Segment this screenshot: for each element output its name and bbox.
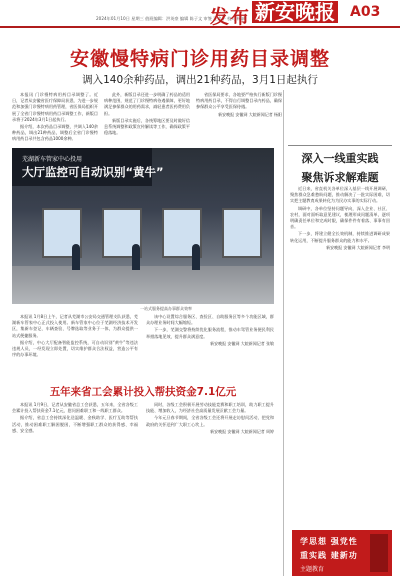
sidebar-rule bbox=[288, 145, 392, 146]
sidebar-byline: 新安晚报 安徽网 大皖新闻记者 李明 bbox=[326, 244, 390, 250]
masthead-meta: 2024年01月10日 星期三 值班编辑：洪英豪 编辑 陈子文 审签 汪忠平 校对 杨斌 bbox=[96, 16, 246, 21]
wage-headline: 五年来省工会累计投入帮扶资金7.1亿元 bbox=[49, 386, 237, 398]
feature-column-2 bbox=[146, 314, 274, 380]
feature-paragraph: 下一步，芜湖交警将持续优化服务流程，推动车驾管业务便民利民举措落地见效，提升群众满意度。 bbox=[146, 327, 274, 339]
section-name: 发布 bbox=[210, 6, 251, 28]
sidebar-title-line-1: 深入一线重实践 bbox=[301, 152, 379, 165]
photo-person bbox=[72, 244, 80, 270]
slogan-line-2: 重实践 建新功 bbox=[300, 551, 358, 560]
newspaper-logo: 新安晚报 bbox=[252, 1, 338, 23]
wage-column-2 bbox=[146, 402, 274, 576]
sidebar-title bbox=[290, 150, 390, 185]
lead-paragraph: 本报讯 门诊慢特病用药目录调整了。近日，记者从安徽省医疗保障局获悉，为进一步规范和加强门诊慢特病用药管理，省医保局组织开展了全省门诊慢特病用药目录调整工作，新版目录将于2024年3月1日起执行。 bbox=[12, 92, 98, 122]
lead-paragraph: 省医保局要求，各地要严格执行新版门诊慢特病用药目录，不得自行调整目录内药品，确保参保群众公平享受医保待遇。 bbox=[196, 92, 282, 110]
lead-headline: 安徽慢特病门诊用药目录调整 bbox=[69, 48, 330, 70]
photo-kicker: 芜湖新车管家中心投用 bbox=[22, 156, 83, 163]
masthead bbox=[0, 0, 400, 28]
slogan-tag bbox=[370, 534, 388, 572]
slogan-line-3: 主题教育 bbox=[300, 566, 325, 573]
wage-paragraph: 本报讯 1月9日，记者从安徽省总工会获悉，五年来，全省各级工会累计投入帮扶资金7.1亿元，慰问困难职工和一线职工群众。 bbox=[12, 402, 138, 414]
wage-paragraph: 据介绍，省总工会持续深化送温暖、金秋助学、医疗互助等帮扶活动，推动困难职工解困脱困，不断增强职工群众的获得感、幸福感、安全感。 bbox=[12, 415, 138, 433]
photo-kiosk bbox=[222, 208, 262, 258]
lead-column-2 bbox=[104, 92, 190, 144]
wage-byline: 新安晚报 安徽网 大皖新闻记者 周婷 bbox=[210, 428, 274, 434]
feature-paragraph: 该中心设置综合服务区、查验区、自助服务区等多个功能区域，群众办理业务时间大幅缩短。 bbox=[146, 314, 274, 326]
feature-photo bbox=[12, 148, 274, 304]
feature-paragraph: 据介绍，中心大厅配备智能监控系统，可自动识别“黄牛”等违法违规人员，一经发现立即处置，切实维护群众合法权益，营造公平有序的办事环境。 bbox=[12, 339, 138, 358]
lead-paragraph: 新版目录实施后，各统筹地区要及时做好信息系统调整和政策宣传解读等工作，确保政策平稳落地。 bbox=[104, 117, 190, 136]
sidebar-paragraph: 下一步，将建立健全长效机制，持续推进调研成果转化运用，不断提升服务群众的能力和水平。 bbox=[290, 231, 390, 243]
feature-byline: 新安晚报 安徽网 大皖新闻记者 张敏 bbox=[210, 340, 274, 346]
page-number: A03 bbox=[350, 4, 381, 20]
photo-floor bbox=[12, 266, 274, 304]
sidebar-title-line-2: 聚焦诉求解难题 bbox=[301, 171, 379, 184]
slogan-line-1: 学思想 强党性 bbox=[300, 537, 358, 546]
lead-paragraph: 据介绍，本次药品目录调整，共调入140余种药品，调出21种药品，调整后全省门诊慢特病用药目录共包含药品1000余种。 bbox=[12, 124, 98, 142]
photo-title: 大厅监控可自动识别“黄牛” bbox=[22, 165, 164, 179]
lead-byline: 新安晚报 安徽网 大皖新闻记者 杨阳 bbox=[218, 111, 282, 117]
photo-person bbox=[192, 244, 200, 270]
wage-column-1 bbox=[12, 402, 138, 576]
slogan-banner bbox=[292, 530, 392, 576]
wage-paragraph: 同时，各级工会积极开展劳动技能竞赛和职工培训，助力职工提升技能、增加收入，为经济社会高质量发展贡献工会力量。 bbox=[146, 402, 274, 414]
sidebar-column bbox=[290, 186, 390, 524]
feature-paragraph: 本报讯 1月8日上午，记者从芜湖市公安局交通管理支队获悉，芜湖新车管家中心正式投入使用。新车管家中心位于芜湖经济技术开发区，集新车登记、车辆查验、号牌选取等业务于一体，为群众提供一站式便捷服务。 bbox=[12, 314, 138, 338]
lead-paragraph: 此外，新版目录还进一步明确了药品的适用病种范围，规范了门诊慢特病待遇保障，更好地满足参保群众的用药需求，减轻患者医药费用负担。 bbox=[104, 92, 190, 116]
feature-column-1 bbox=[12, 314, 138, 380]
column-divider bbox=[283, 90, 284, 576]
photo-caption: 一站式服务提高办事群众效率 bbox=[140, 306, 192, 311]
photo-person bbox=[132, 244, 140, 270]
sidebar-paragraph: 近日来，省直机关各单位深入基层一线开展调研，聚焦群众急难愁盼问题，推动解决了一批实际困难，切实把主题教育成果转化为为民办实事的实际行动。 bbox=[290, 186, 390, 204]
lead-column-1 bbox=[12, 92, 98, 144]
wage-paragraph: 今年元旦春节期间，全省各级工会还将开展走访慰问活动，把党和政府的关怀送到广大职工心坎上。 bbox=[146, 415, 274, 427]
sidebar-paragraph: 调研中，各单位坚持问题导向，深入企业、社区、农村，面对面听取意见建议，梳理形成问题清单，逐项明确责任单位和完成时限，确保件件有着落、事事有回音。 bbox=[290, 205, 390, 230]
lead-column-3 bbox=[196, 92, 282, 144]
lead-subhead: 调入140余种药品，调出21种药品，3月1日起执行 bbox=[82, 74, 318, 86]
